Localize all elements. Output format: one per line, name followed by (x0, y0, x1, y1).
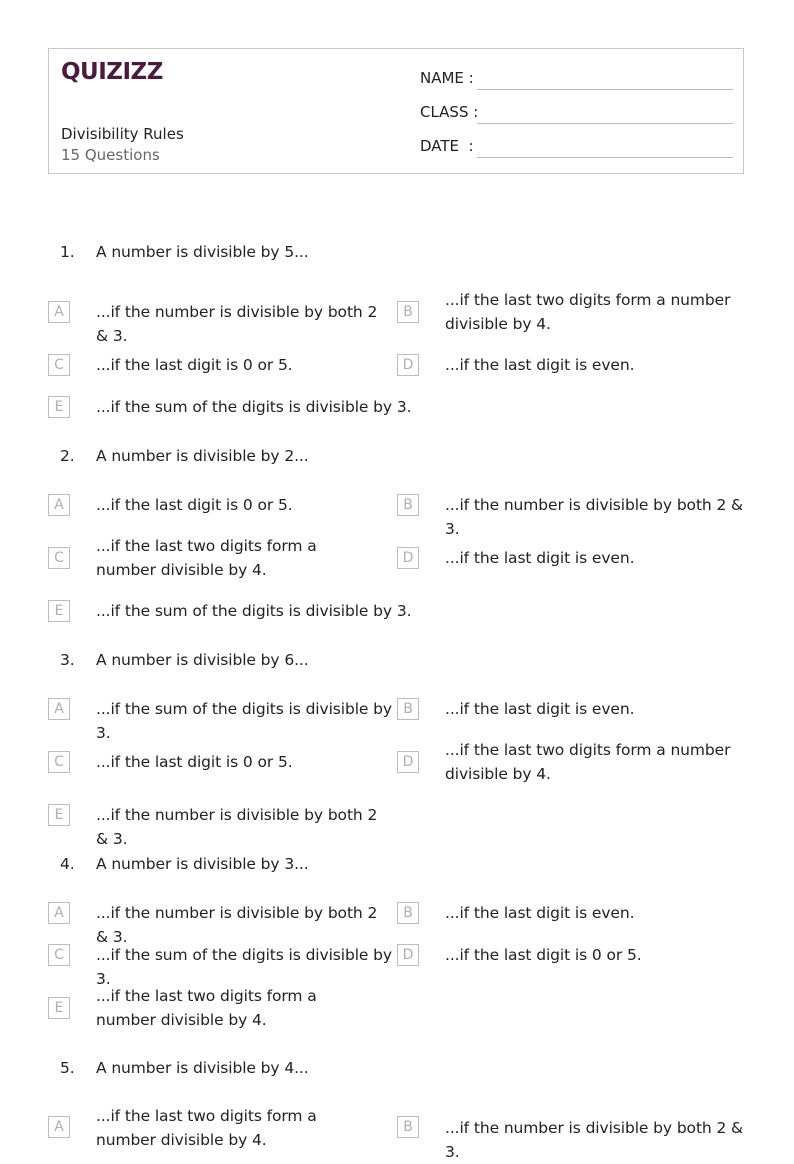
option-e-text: ...if the last two digits form a number divisible by 4. (96, 987, 317, 1029)
option-b-box[interactable]: B (397, 301, 419, 323)
question-text: A number is divisible by 3... (96, 855, 309, 873)
question-number: 4. (60, 855, 75, 873)
option-a-text: ...if the last digit is 0 or 5. (96, 496, 293, 514)
option-b-box[interactable]: B (397, 902, 419, 924)
option-c-box[interactable]: C (48, 751, 70, 773)
question-number: 2. (60, 447, 75, 465)
class-label: CLASS : (420, 103, 479, 121)
worksheet-header (48, 48, 744, 174)
name-label: NAME : (420, 69, 474, 87)
option-a-text: ...if the last two digits form a number divisible by 4. (96, 1107, 317, 1149)
question-number: 1. (60, 243, 75, 261)
quizizz-logo: QUIZIZZ (61, 59, 163, 85)
worksheet-title: Divisibility Rules (61, 125, 184, 143)
date-line (477, 157, 733, 158)
option-a-box[interactable]: A (48, 1116, 70, 1138)
option-a-box[interactable]: A (48, 698, 70, 720)
option-e-text: ...if the sum of the digits is divisible by 3. (96, 398, 412, 416)
name-line (477, 89, 733, 90)
question-text: A number is divisible by 5... (96, 243, 309, 261)
option-e-box[interactable]: E (48, 396, 70, 418)
option-c-box[interactable]: C (48, 547, 70, 569)
class-line (477, 123, 733, 124)
option-b-box[interactable]: B (397, 698, 419, 720)
question-number: 5. (60, 1059, 75, 1077)
option-c-text: ...if the last digit is 0 or 5. (96, 356, 293, 374)
option-d-text: ...if the last digit is even. (445, 356, 635, 374)
option-b-text: ...if the last two digits form a number divisible by 4. (445, 291, 731, 333)
option-b-box[interactable]: B (397, 1116, 419, 1138)
option-a-box[interactable]: A (48, 494, 70, 516)
option-c-text: ...if the sum of the digits is divisible by 3. (96, 946, 392, 988)
option-c-text: ...if the last two digits form a number divisible by 4. (96, 537, 317, 579)
option-d-text: ...if the last digit is 0 or 5. (445, 946, 642, 964)
option-a-text: ...if the number is divisible by both 2 & 3. (96, 303, 378, 345)
question-text: A number is divisible by 4... (96, 1059, 309, 1077)
question-count: 15 Questions (61, 146, 160, 164)
option-c-text: ...if the last digit is 0 or 5. (96, 753, 293, 771)
option-e-box[interactable]: E (48, 804, 70, 826)
option-b-text: ...if the last digit is even. (445, 700, 635, 718)
option-b-box[interactable]: B (397, 494, 419, 516)
option-e-box[interactable]: E (48, 600, 70, 622)
option-d-box[interactable]: D (397, 547, 419, 569)
option-d-text: ...if the last digit is even. (445, 549, 635, 567)
option-d-box[interactable]: D (397, 751, 419, 773)
question-text: A number is divisible by 6... (96, 651, 309, 669)
option-e-box[interactable]: E (48, 997, 70, 1019)
option-d-box[interactable]: D (397, 944, 419, 966)
option-e-text: ...if the sum of the digits is divisible by 3. (96, 602, 412, 620)
option-b-text: ...if the number is divisible by both 2 & 3. (445, 496, 744, 538)
option-b-text: ...if the number is divisible by both 2 & 3. (445, 1119, 744, 1161)
option-a-text: ...if the sum of the digits is divisible by 3. (96, 700, 392, 742)
option-d-text: ...if the last two digits form a number divisible by 4. (445, 741, 731, 783)
option-a-box[interactable]: A (48, 902, 70, 924)
question-number: 3. (60, 651, 75, 669)
option-c-box[interactable]: C (48, 944, 70, 966)
date-label: DATE : (420, 137, 474, 155)
option-d-box[interactable]: D (397, 354, 419, 376)
option-a-text: ...if the number is divisible by both 2 & 3. (96, 904, 378, 946)
option-c-box[interactable]: C (48, 354, 70, 376)
option-b-text: ...if the last digit is even. (445, 904, 635, 922)
option-e-text: ...if the number is divisible by both 2 & 3. (96, 806, 378, 848)
question-text: A number is divisible by 2... (96, 447, 309, 465)
option-a-box[interactable]: A (48, 301, 70, 323)
